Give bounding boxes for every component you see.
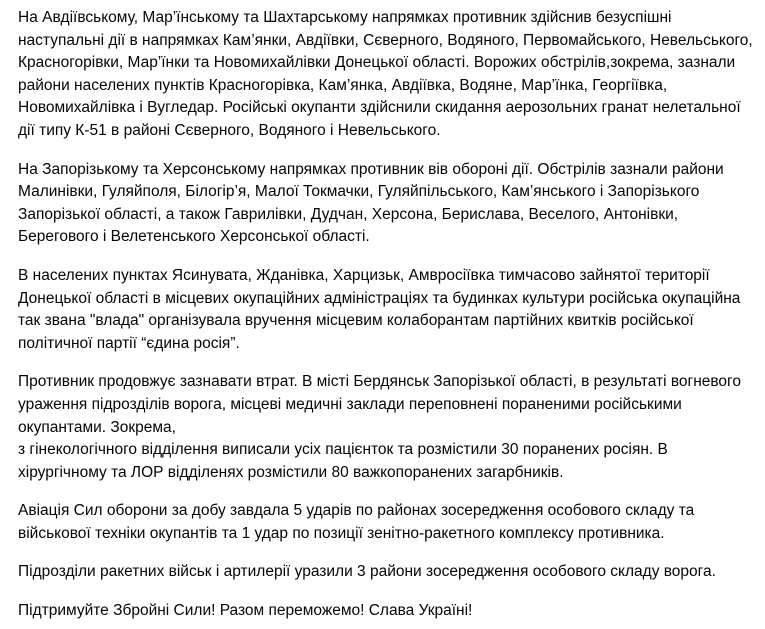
paragraph-missile-artillery: Підрозділи ракетних військ і артилерії уразили 3 райони зосередження особового складу ворога. <box>18 563 716 581</box>
paragraph-avdiivka-direction: На Авдіївському, Мар’їнському та Шахтарському напрямках противник здійснив безуспішні наступальні дії в напрямках Кам’янки, Авдіївки, Сєверного, Водяного, Первомайського, Невельського, Красногорівки, Мар’їнки та Новомихайлівки Донецької області. Ворожих обстрілів,зокрема, зазнали райони населених пунктів Красногорівка, Кам’янка, Авдіївка, Водяне, Мар’їнка, Георгіївка, Новомихайлівка і Вугледар. Російські окупанти здійснили скидання аерозольних гранат нелетальної дії типу К-51 в районі Сєверного, Водяного і Невельського. <box>18 9 753 139</box>
paragraph-closing-slogan: Підтримуйте Збройні Сили! Разом переможемо! Слава Україні! <box>18 602 473 620</box>
paragraph-occupation-party-cards: В населених пунктах Ясинувата, Жданівка, Харцизьк, Амвросіївка тимчасово зайнятої території Донецької області в місцевих окупаційних адміністраціях та будинках культури російська окупаційна так звана "влада" організувала вручення місцевим колаборантам партійних квитків російської політичної партії “єдина росія”. <box>18 266 741 352</box>
paragraph-zaporizhzhia-kherson-direction: На Запорізькому та Херсонському напрямках противник вів обороні дії. Обстрілів зазнали райони Малинівки, Гуляйполя, Білогір’я, Малої Токмачки, Гуляйпільського, Кам’янського і Запорізького Запорізької області, а також Гаврилівки, Дудчан, Херсона, Берислава, Веселого, Антонівки, Берегового і Велетенського Херсонської області. <box>18 160 724 246</box>
paragraph-berdiansk-losses: Противник продовжує зазнавати втрат. В місті Бердянськ Запорізької області, в результаті вогневого ураження підрозділів ворога, місцеві медичні заклади переповнені пораненими російськими окупантами. Зокрема, з гінекологічного відділення виписали усіх пацієнток та розмістили 30 поранених росіян. В хірургічному та ЛОР відділенях розмістили 80 важкопоранених загарбників. <box>18 373 741 481</box>
paragraph-aviation-strikes: Авіація Сил оборони за добу завдала 5 ударів по районах зосередження особового складу та військової техніки окупантів та 1 удар по позиції зенітно-ракетного комплексу противника. <box>18 502 695 542</box>
